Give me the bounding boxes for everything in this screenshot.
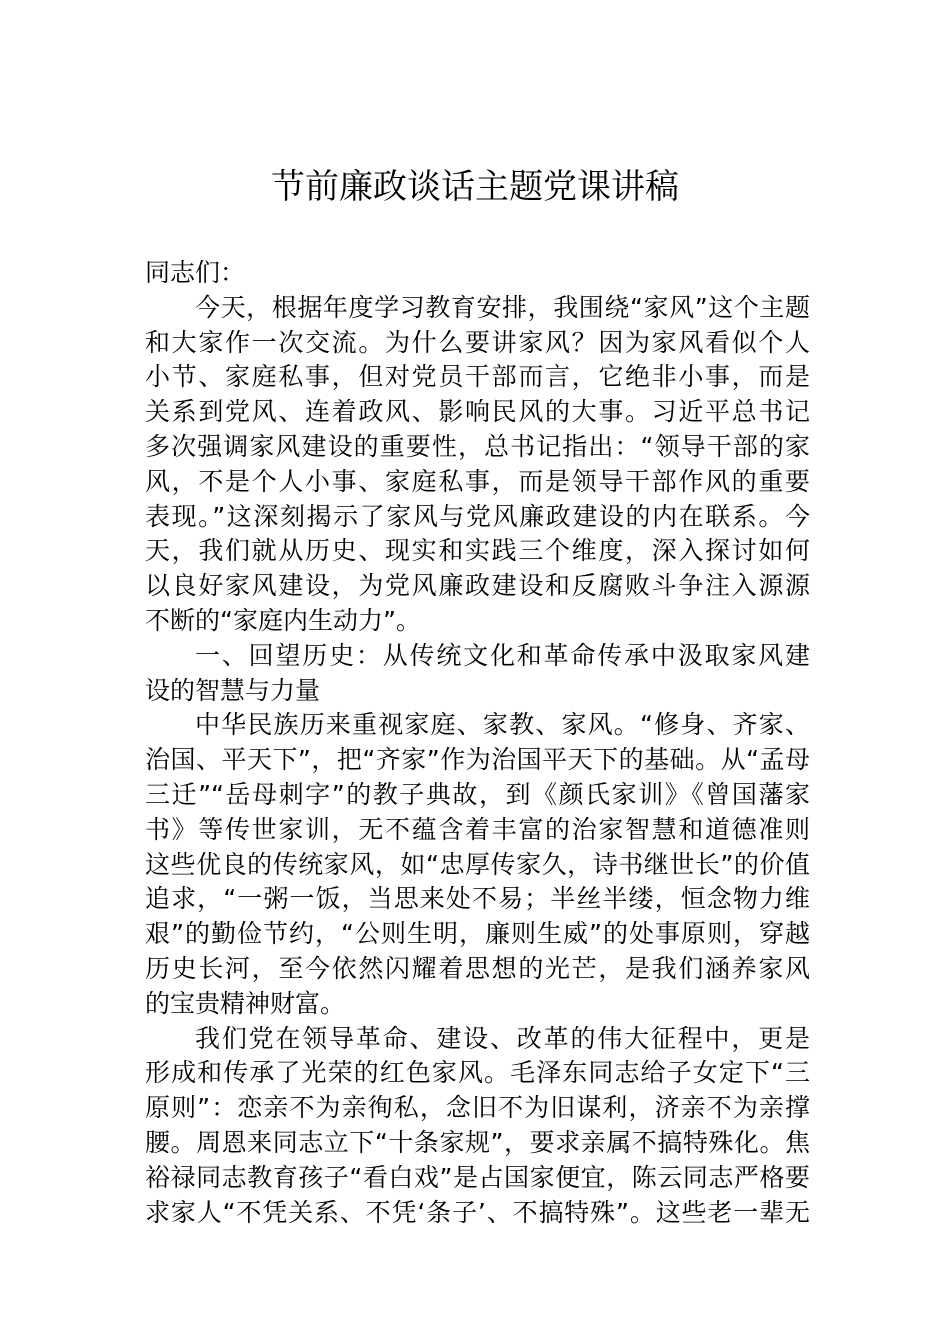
paragraph-line: 以良好家风建设，为党风廉政建设和反腐败斗争注入源源 [145, 571, 810, 601]
paragraph-line: 中华民族历来重视家庭、家教、家风。“修身、齐家、 [195, 710, 810, 740]
section-heading-line: 一、回望历史：从传统文化和革命传承中汲取家风建 [195, 640, 810, 670]
paragraph-line: 多次强调家风建设的重要性，总书记指出：“领导干部的家 [145, 431, 810, 461]
paragraph-line: 天，我们就从历史、现实和实践三个维度，深入探讨如何 [145, 536, 810, 566]
paragraph-line: 关系到党风、连着政风、影响民风的大事。习近平总书记 [145, 397, 810, 427]
salutation-line: 同志们： [145, 258, 246, 287]
paragraph-line: 裕禄同志教育孩子“看白戏”是占国家便宜，陈云同志严格要 [145, 1162, 810, 1192]
document-title: 节前廉政谈话主题党课讲稿 [271, 167, 679, 207]
paragraph-line: 风，不是个人小事、家庭私事，而是领导干部作风的重要 [145, 466, 810, 496]
paragraph-line: 这些优良的传统家风，如“忠厚传家久，诗书继世长”的价值 [145, 849, 810, 879]
paragraph-line: 形成和传承了光荣的红色家风。毛泽东同志给子女定下“三 [145, 1058, 810, 1088]
paragraph-line: 原则”：恋亲不为亲徇私，念旧不为旧谋利，济亲不为亲撑 [145, 1093, 810, 1123]
paragraph-line: 书》等传世家训，无不蕴含着丰富的治家智慧和道德准则 [145, 814, 810, 844]
paragraph-line: 我们党在领导革命、建设、改革的伟大征程中，更是 [195, 1023, 810, 1053]
paragraph-line: 腰。周恩来同志立下“十条家规”，要求亲属不搞特殊化。焦 [145, 1127, 810, 1157]
paragraph-line: 求家人“不凭关系、不凭‘条子’、不搞特殊”。这些老一辈无 [145, 1197, 810, 1227]
paragraph-line: 治国、平天下”，把“齐家”作为治国平天下的基础。从“孟母 [145, 745, 810, 775]
paragraph-line: 的宝贵精神财富。 [145, 988, 346, 1018]
paragraph-line: 不断的“家庭内生动力”。 [145, 605, 421, 635]
section-heading-line: 设的智慧与力量 [145, 675, 321, 705]
paragraph-line: 表现。”这深刻揭示了家风与党风廉政建设的内在联系。今 [145, 501, 810, 531]
paragraph-line: 艰”的勤俭节约，“公则生明，廉则生威”的处事原则，穿越 [145, 919, 810, 949]
paragraph-line: 今天，根据年度学习教育安排，我围绕“家风”这个主题 [195, 292, 810, 322]
paragraph-line: 追求，“一粥一饭，当思来处不易；半丝半缕，恒念物力维 [145, 884, 810, 914]
paragraph-line: 三迁”“岳母刺字”的教子典故，到《颜氏家训》《曾国藩家 [145, 779, 810, 809]
paragraph-line: 小节、家庭私事，但对党员干部而言，它绝非小事，而是 [145, 362, 810, 392]
document-body [145, 256, 810, 1230]
paragraph-line: 历史长河，至今依然闪耀着思想的光芒，是我们涵养家风 [145, 953, 810, 983]
paragraph-line: 和大家作一次交流。为什么要讲家风？因为家风看似个人 [145, 327, 810, 357]
